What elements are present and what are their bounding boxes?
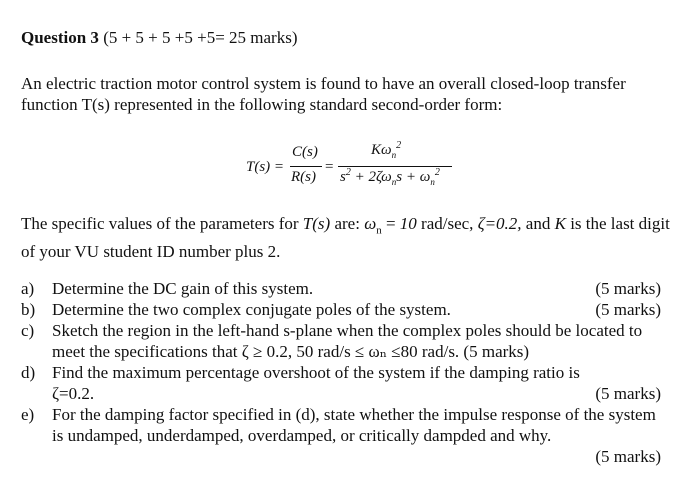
sub-question-list	[21, 278, 661, 467]
question-number: Question 3	[21, 28, 99, 47]
sub-question-marks: (5 marks)	[595, 300, 661, 319]
formula-denominator-poly: $s^2 + 2\zeta\omega_ns + \omega_n^2$	[340, 167, 440, 187]
sub-question-text-line2: ζ=0.2.	[52, 384, 95, 403]
sub-question-text: Sketch the region in the left-hand s-plane when the complex poles should be located to meet the specifications that ζ ≥ 0.2, 50 rad/s ≤ ωₙ ≤80 rad/s. (5 marks)	[52, 321, 643, 361]
formula-equals: =	[325, 159, 334, 175]
sub-question-text: Determine the DC gain of this system.	[52, 279, 314, 298]
sub-question-marks: (5 marks)	[595, 447, 661, 466]
question-heading	[21, 28, 298, 48]
intro-paragraph: An electric traction motor control system is found to have an overall closed-loop transfer function T(s) represented in the following standard second-order form:	[21, 74, 626, 114]
formula-numerator-c: C(s)	[292, 144, 318, 160]
sub-question-c	[21, 320, 661, 362]
sub-question-b	[21, 299, 661, 320]
sub-question-label: a)	[21, 279, 35, 298]
formula-denominator-r: R(s)	[291, 169, 316, 185]
sub-question-d	[21, 362, 661, 404]
sub-question-label: e)	[21, 405, 35, 424]
sub-question-label: c)	[21, 321, 35, 340]
sub-question-text: Determine the two complex conjugate poles of the system.	[52, 300, 451, 319]
sub-question-e	[21, 404, 661, 467]
sub-question-label: d)	[21, 363, 36, 382]
formula-numerator-k: $K\omega_n^2$	[371, 140, 402, 160]
formula-fraction-bar-1	[290, 166, 322, 167]
sub-question-a	[21, 278, 661, 299]
parameters-paragraph: The specific values of the parameters for T(s) are: $\omega_n = 10$ rad/sec, ζ=0.2, and K is the last digit of your VU student ID number plus 2.	[21, 214, 670, 262]
sub-question-label: b)	[21, 300, 36, 319]
sub-question-marks: (5 marks)	[595, 384, 661, 403]
question-marks: (5 + 5 + 5 +5 +5= 25 marks)	[103, 28, 298, 47]
formula-lhs: T(s) =	[246, 159, 285, 175]
sub-question-text: For the damping factor specified in (d), state whether the impulse response of the system is undamped, underdamped, overdamped, or critically dampded and why.	[52, 405, 656, 445]
transfer-function-formula	[246, 142, 456, 198]
sub-question-marks: (5 marks)	[595, 279, 661, 298]
sub-question-text-line1: Find the maximum percentage overshoot of the system if the damping ratio is	[52, 363, 580, 382]
